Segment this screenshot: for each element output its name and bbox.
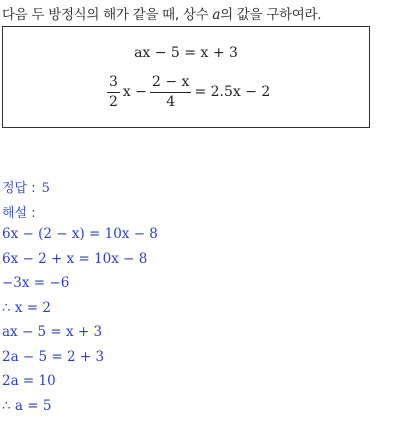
solution-label: 해설 : (2, 202, 36, 221)
answer-line (2, 177, 50, 196)
solution-step: 6x − 2 + x = 10x − 8 (2, 250, 158, 275)
fraction-three-halves (107, 74, 120, 111)
fraction-numerator: 3 (107, 74, 120, 93)
equation-1: ax − 5 = x + 3 (3, 45, 369, 61)
solution-step: ∴ x = 2 (2, 299, 158, 324)
equation-2 (105, 71, 271, 113)
problem-suffix: 의 값을 구하여라. (220, 7, 321, 23)
answer-label: 정답 : (2, 181, 36, 196)
solution-step: 6x − (2 − x) = 10x − 8 (2, 225, 158, 250)
problem-statement (2, 3, 321, 23)
equation-box (2, 26, 370, 128)
solution-step: ∴ a = 5 (2, 397, 158, 421)
solution-step: ax − 5 = x + 3 (2, 323, 158, 348)
solution-step: 2a − 5 = 2 + 3 (2, 348, 158, 373)
solution-steps (2, 225, 158, 421)
problem-variable: a (212, 7, 220, 23)
solution-step: 2a = 10 (2, 372, 158, 397)
fraction-two-minus-x-over-four (150, 74, 191, 111)
equation-2-rhs: = 2.5x − 2 (193, 84, 271, 100)
equation-2-middle: x − (122, 84, 148, 100)
problem-prefix: 다음 두 방정식의 해가 같을 때, 상수 (2, 7, 212, 23)
answer-value: 5 (42, 181, 50, 196)
solution-step: −3x = −6 (2, 274, 158, 299)
fraction-denominator: 2 (107, 93, 120, 111)
fraction-numerator: 2 − x (150, 74, 191, 93)
fraction-denominator: 4 (164, 93, 177, 111)
